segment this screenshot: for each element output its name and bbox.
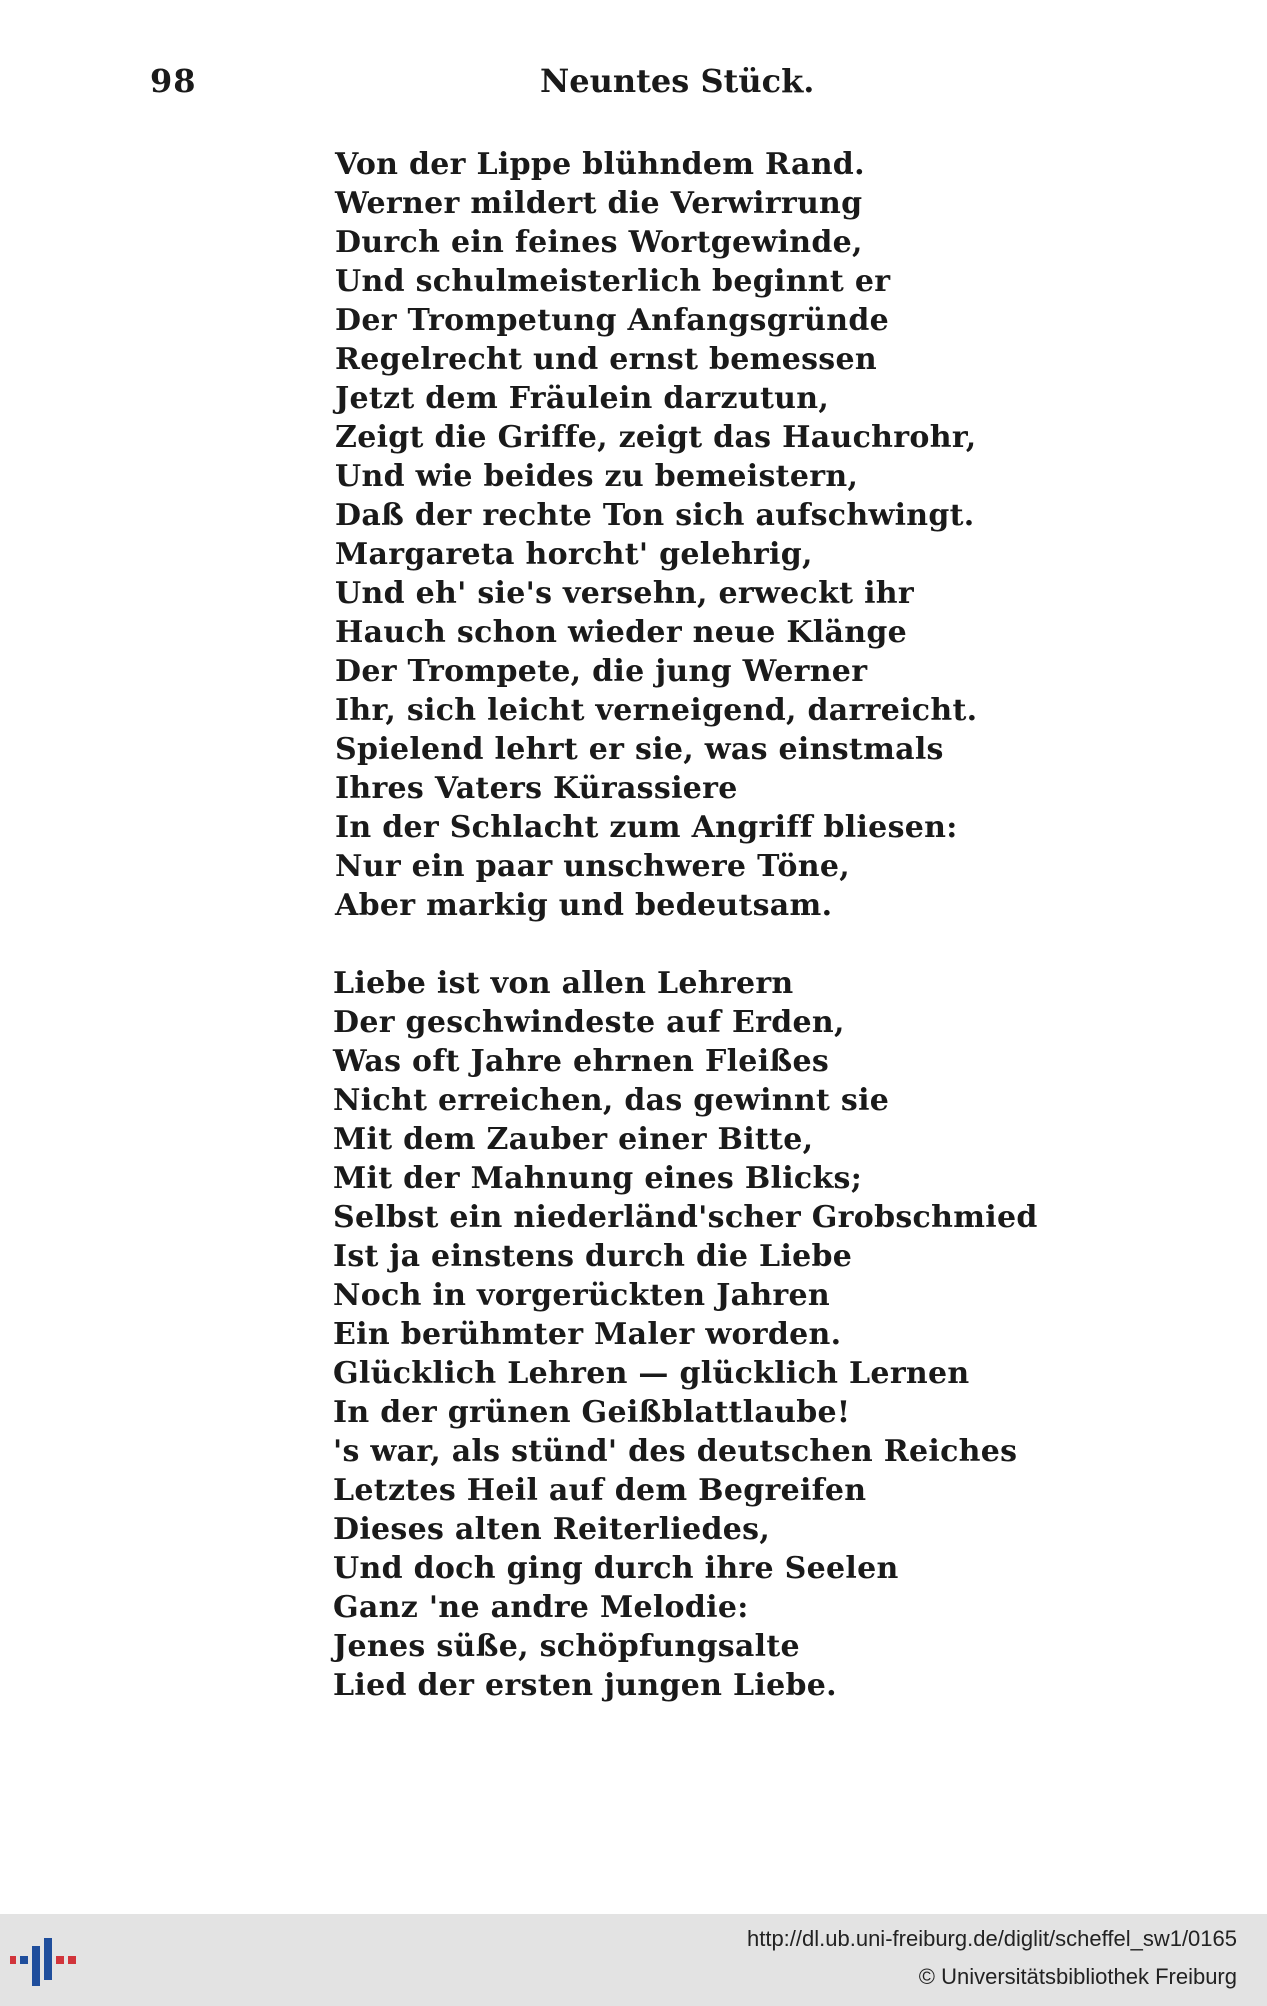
verse-line: Nur ein paar unschwere Töne, [335, 849, 850, 884]
ub-freiburg-logo-icon[interactable] [10, 1932, 80, 1994]
verse-line: Ganz 'ne andre Melodie: [333, 1590, 749, 1625]
verse-line: In der grünen Geißblattlaube! [333, 1395, 851, 1430]
verse-line: Daß der rechte Ton sich aufschwingt. [335, 498, 975, 533]
verse-line: Lied der ersten jungen Liebe. [333, 1668, 837, 1703]
verse-line: Ist ja einstens durch die Liebe [333, 1239, 853, 1274]
verse-line: In der Schlacht zum Angriff bliesen: [335, 810, 958, 845]
verse-line: Was oft Jahre ehrnen Fleißes [333, 1044, 830, 1079]
verse-line: Und doch ging durch ihre Seelen [333, 1551, 899, 1586]
verse-line: Dieses alten Reiterliedes, [333, 1512, 771, 1547]
verse-line: 's war, als stünd' des deutschen Reiches [333, 1434, 1018, 1469]
verse-line: Der Trompetung Anfangsgründe [335, 303, 889, 338]
verse-line: Werner mildert die Verwirrung [335, 186, 863, 221]
verse-line: Und eh' sie's versehn, erweckt ihr [335, 576, 914, 611]
verse-line: Letztes Heil auf dem Begreifen [333, 1473, 867, 1508]
verse-line: Von der Lippe blühndem Rand. [335, 147, 865, 182]
source-url-link[interactable]: http://dl.ub.uni-freiburg.de/diglit/scheffel_sw1/0165 [746, 1926, 1237, 1951]
verse-line: Durch ein feines Wortgewinde, [335, 225, 863, 260]
verse-line: Zeigt die Griffe, zeigt das Hauchrohr, [335, 420, 977, 455]
verse-line: Liebe ist von allen Lehrern [333, 966, 794, 1001]
verse-line: Der geschwindeste auf Erden, [333, 1005, 845, 1040]
verse-line: Regelrecht und ernst bemessen [335, 342, 877, 377]
running-head: Neuntes Stück. [540, 62, 815, 100]
page-number: 98 [150, 62, 197, 100]
verse-line: Aber markig und bedeutsam. [335, 888, 833, 923]
footer-bar [0, 1914, 1267, 2006]
copyright-notice: © Universitätsbibliothek Freiburg [918, 1964, 1237, 1989]
verse-line: Und wie beides zu bemeistern, [335, 459, 859, 494]
verse-line: Und schulmeisterlich beginnt er [335, 264, 891, 299]
stanza-2 [333, 964, 1038, 1705]
verse-line: Mit der Mahnung eines Blicks; [333, 1161, 863, 1196]
verse-line: Selbst ein niederländ'scher Grobschmied [333, 1200, 1038, 1235]
verse-line: Noch in vorgerückten Jahren [333, 1278, 831, 1313]
verse-line: Jetzt dem Fräulein darzutun, [335, 381, 830, 416]
verse-line: Ein berühmter Maler worden. [333, 1317, 842, 1352]
verse-line: Mit dem Zauber einer Bitte, [333, 1122, 814, 1157]
verse-line: Nicht erreichen, das gewinnt sie [333, 1083, 890, 1118]
verse-line: Spielend lehrt er sie, was einstmals [335, 732, 944, 767]
verse-line: Ihr, sich leicht verneigend, darreicht. [335, 693, 978, 728]
verse-line: Glücklich Lehren — glücklich Lernen [333, 1356, 970, 1391]
stanza-1 [335, 145, 977, 925]
verse-line: Margareta horcht' gelehrig, [335, 537, 813, 572]
verse-line: Ihres Vaters Kürassiere [335, 771, 738, 806]
verse-line: Hauch schon wieder neue Klänge [335, 615, 907, 650]
verse-line: Der Trompete, die jung Werner [335, 654, 868, 689]
verse-line: Jenes süße, schöpfungsalte [333, 1629, 800, 1664]
